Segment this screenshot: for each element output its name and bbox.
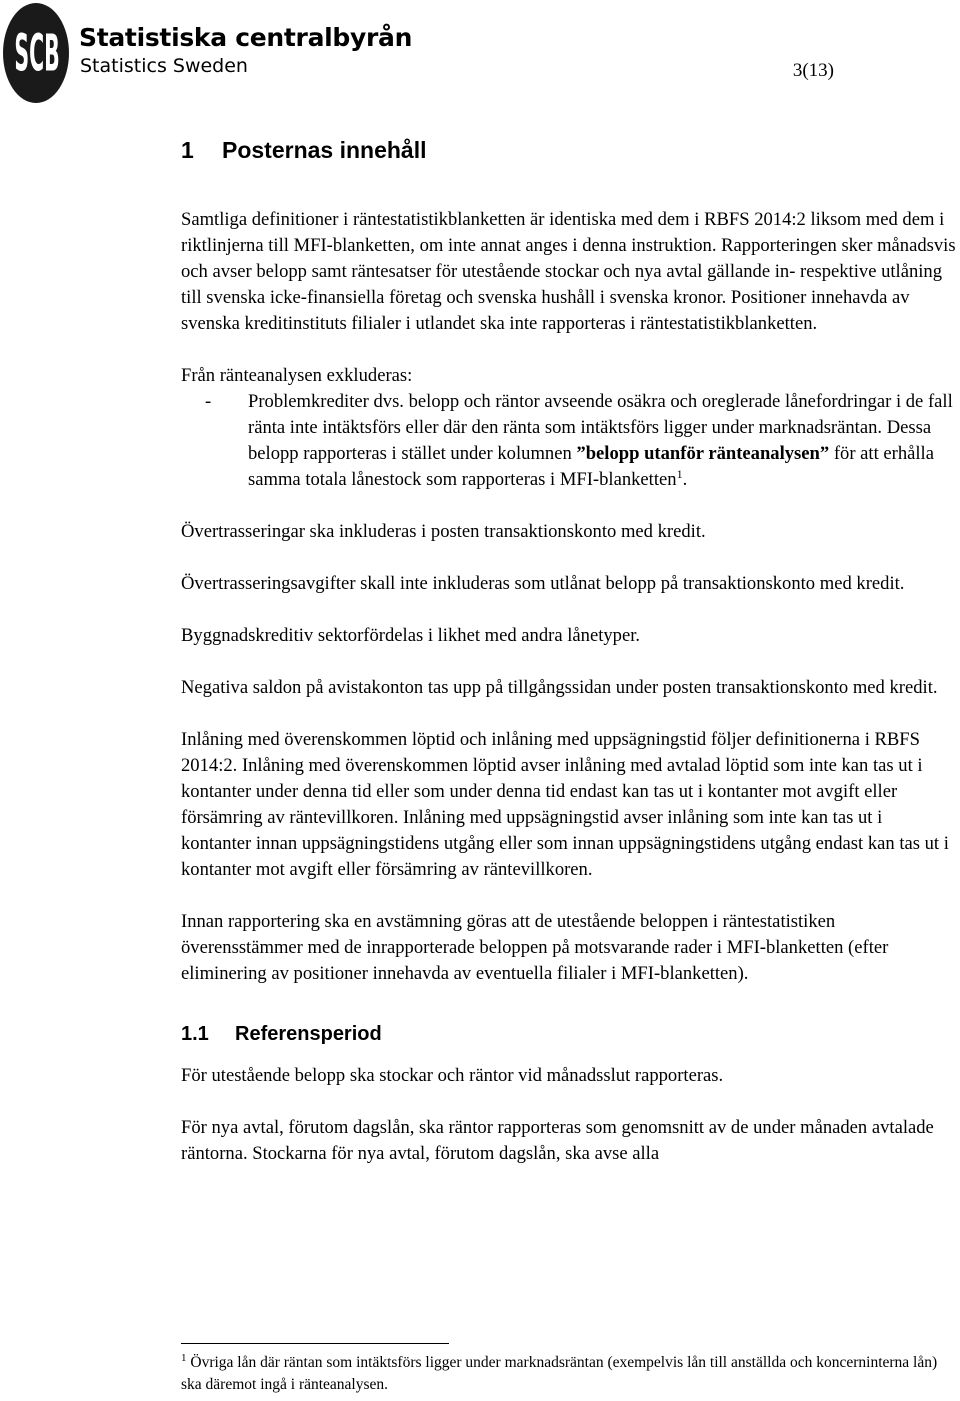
scb-logo	[3, 3, 69, 103]
exclusion-intro: Från ränteanalysen exkluderas:	[181, 365, 413, 386]
footnote-text: Övriga lån där räntan som intäktsförs ligger under marknadsräntan (exempelvis lån till anställda och koncerninterna lån) ska däremot ingå i ränteanalysen.	[181, 1354, 938, 1393]
exclusion-list	[181, 389, 956, 493]
intro-paragraph: Samtliga definitioner i räntestatistikblanketten är identiska med dem i RBFS 2014:2 liksom med dem i riktlinjerna till MFI-blanketten, om inte annat anges i denna instruktion. Rapporteringen sker månadsvis och avser belopp samt räntesatser för utestående stockar och nya avtal gällande in- respektive utlåning till svenska icke-finansiella företag och svenska hushåll i svenska kronor. Positioner innehavda av svenska kreditinstituts filialer i utlandet ska inte rapporteras i räntestatistikblanketten.	[181, 209, 956, 334]
org-name: Statistiska centralbyrån	[79, 23, 413, 52]
subsection-number: 1.1	[181, 1023, 209, 1045]
section-title: Posternas innehåll	[222, 137, 427, 163]
list-dash: -	[205, 391, 212, 412]
deposits-paragraph: Inlåning med överenskommen löptid och inlåning med uppsägningstid följer definitionerna i RBFS 2014:2. Inlåning med överenskommen löptid avser inlåning med avtalad löptid som inte kan tas ut i kontanter under denna tid eller som under denna tid endast kan tas ut i kontanter mot avgift eller försämring av räntevillkoren. Inlåning med uppsägningstid avser inlåning som inte kan tas ut i kontanter innan uppsägningstidens utgång eller som innan uppsägningstidens utgång endast kan tas ut i kontanter mot avgift eller försämring av räntevillkoren.	[181, 729, 949, 880]
overdraft-fees-paragraph: Övertrasseringsavgifter skall inte inkluderas som utlånat belopp på transaktionskonto med kredit.	[181, 573, 905, 594]
exclusion-text-1: Problemkrediter dvs. belopp och räntor avseende osäkra och oreglerade lånefordringar i de fall ränta inte intäktsförs eller där den ränta som intäktsförs ligger under marknadsräntan. Dessa belopp rapporteras i stället under kolumnen	[248, 391, 953, 464]
footnote-divider	[181, 1343, 449, 1344]
section-heading	[181, 134, 956, 166]
section-number: 1	[181, 137, 194, 163]
page-number: 3(13)	[792, 60, 834, 81]
reconciliation-paragraph: Innan rapportering ska en avstämning göras att de utestående beloppen i räntestatistiken överensstämmer med de inrapporterade beloppen på motsvarande rader i MFI-blanketten (efter eliminering av positioner innehavda av eventuella filialer i MFI-blanketten).	[181, 911, 889, 984]
scb-logo-text: SCB	[14, 24, 60, 84]
overdraft-paragraph: Övertrasseringar ska inkluderas i posten transaktionskonto med kredit.	[181, 521, 706, 542]
footnote-ref[interactable]: 1	[676, 467, 683, 481]
org-name-english: Statistics Sweden	[80, 55, 248, 77]
exclusion-text-end: .	[682, 469, 688, 490]
negative-balance-paragraph: Negativa saldon på avistakonton tas upp på tillgångssidan under posten transaktionskonto med kredit.	[181, 677, 938, 698]
building-credit-paragraph: Byggnadskreditiv sektorfördelas i likhet med andra lånetyper.	[181, 625, 641, 646]
page-body	[181, 134, 956, 1167]
list-item	[181, 389, 956, 493]
reference-paragraph-1: För utestående belopp ska stockar och räntor vid månadsslut rapporteras.	[181, 1065, 724, 1086]
footnote-marker: 1	[181, 1352, 187, 1364]
footnote	[181, 1352, 956, 1396]
reference-paragraph-2: För nya avtal, förutom dagslån, ska räntor rapporteras som genomsnitt av de under månaden avtalade räntorna. Stockarna för nya avtal, förutom dagslån, ska avse alla	[181, 1117, 934, 1164]
page-header	[0, 0, 960, 110]
exclusion-text-2: för att erhålla samma totala lånestock som rapporteras i MFI-blanketten	[248, 443, 934, 490]
exclusion-column-name: ”belopp utanför ränteanalysen”	[576, 443, 830, 464]
subsection-heading	[181, 1019, 956, 1049]
subsection-title: Referensperiod	[235, 1023, 382, 1045]
